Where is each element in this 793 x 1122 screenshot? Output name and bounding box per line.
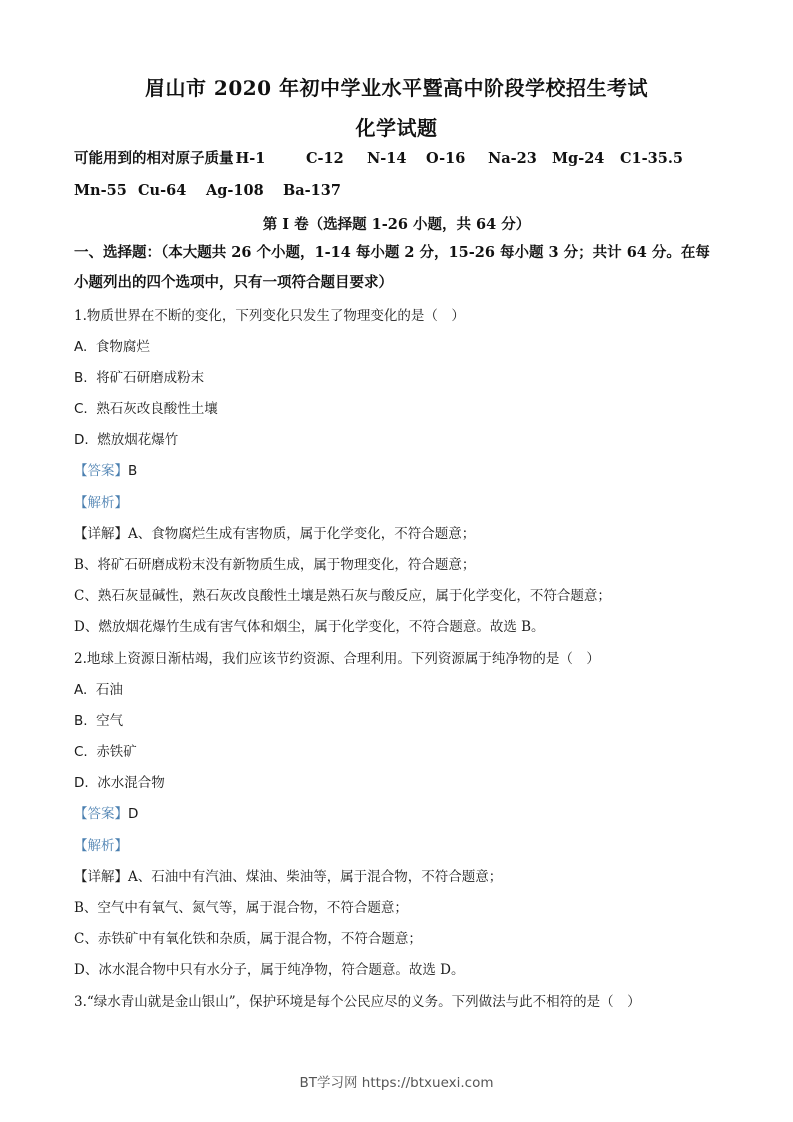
- option-text: 燃放烟花爆竹: [97, 432, 179, 448]
- atomic-mass-cu: Cu-64: [138, 182, 187, 199]
- analysis-label: 【解析】: [74, 838, 128, 854]
- question-1-explanation-c: C、熟石灰显碱性，熟石灰改良酸性土壤是熟石灰与酸反应，属于化学变化，不符合题意；: [74, 588, 611, 604]
- atomic-mass-mg: Mg-24: [552, 150, 605, 167]
- option-text: 冰水混合物: [97, 775, 165, 791]
- answer-value: B: [128, 463, 138, 479]
- option-text: 赤铁矿: [96, 744, 137, 760]
- question-1-option-d: [74, 431, 178, 449]
- footer-watermark: BT学习网 https://btxuexi.com: [299, 1075, 494, 1091]
- question-2-answer: [74, 805, 138, 823]
- question-2-analysis-label: [74, 837, 128, 855]
- exam-subtitle: 化学试题: [355, 116, 438, 140]
- atomic-mass-na: Na-23: [488, 150, 537, 167]
- explanation-text: A、食物腐烂生成有害物质，属于化学变化，不符合题意；: [128, 526, 476, 542]
- option-letter: D.: [74, 432, 89, 448]
- atomic-mass-o: O-16: [426, 150, 466, 167]
- option-text: 空气: [96, 713, 124, 729]
- question-1-explanation-d: D、燃放烟花爆竹生成有害气体和烟尘，属于化学变化，不符合题意。故选 B。: [74, 619, 545, 635]
- question-1-option-b: [74, 369, 204, 387]
- question-1-option-c: [74, 400, 218, 418]
- option-letter: C.: [74, 401, 88, 417]
- section-instructions-line-2: 小题列出的四个选项中，只有一项符合题目要求）: [74, 274, 393, 291]
- option-text: 将矿石研磨成粉末: [96, 370, 205, 386]
- question-3-stem: 3.“绿水青山就是金山银山”，保护环境是每个公民应尽的义务。下列做法与此不相符的是（ ）: [74, 994, 641, 1010]
- atomic-masses-label: 可能用到的相对原子质量: [74, 150, 234, 167]
- option-letter: B.: [74, 370, 88, 386]
- question-1-option-a: [74, 338, 150, 356]
- exam-title: 眉山市 2020 年初中学业水平暨高中阶段学校招生考试: [144, 76, 649, 100]
- analysis-label: 【解析】: [74, 495, 128, 511]
- atomic-mass-cl: C1-35.5: [620, 150, 683, 167]
- atomic-mass-h: H-1: [235, 150, 266, 167]
- question-1-explanation-a: [74, 525, 475, 543]
- question-2-explanation-c: C、赤铁矿中有氧化铁和杂质，属于混合物，不符合题意；: [74, 931, 422, 947]
- explanation-text: A、石油中有汽油、煤油、柴油等，属于混合物，不符合题意；: [128, 869, 503, 885]
- part-heading: 第 I 卷（选择题 1-26 小题，共 64 分）: [262, 216, 531, 233]
- question-2-option-b: [74, 712, 123, 730]
- atomic-mass-ba: Ba-137: [283, 182, 341, 199]
- question-1-answer: [74, 462, 137, 480]
- option-letter: D.: [74, 775, 89, 791]
- question-2-stem: 2.地球上资源日渐枯竭，我们应该节约资源、合理利用。下列资源属于纯净物的是（ ）: [74, 651, 600, 667]
- question-2-option-d: [74, 774, 165, 792]
- question-1-analysis-label: [74, 494, 128, 512]
- option-text: 熟石灰改良酸性土壤: [96, 401, 218, 417]
- option-text: 石油: [95, 682, 123, 698]
- option-letter: A.: [74, 682, 88, 698]
- question-2-option-a: [74, 681, 123, 699]
- atomic-mass-c: C-12: [306, 150, 344, 167]
- atomic-masses-row-2: [74, 182, 341, 200]
- option-letter: A.: [74, 339, 88, 355]
- question-2-explanation-a: [74, 868, 502, 886]
- detail-label: 【详解】: [74, 526, 128, 542]
- option-letter: B.: [74, 713, 88, 729]
- answer-label: 【答案】: [74, 463, 128, 479]
- atomic-mass-n: N-14: [367, 150, 407, 167]
- answer-value: D: [128, 806, 139, 822]
- section-instructions-line-1: 一、选择题：（本大题共 26 个小题，1-14 每小题 2 分，15-26 每小题 3 分；共计 64 分。在每: [74, 244, 710, 261]
- question-1-stem: 1.物质世界在不断的变化，下列变化只发生了物理变化的是（ ）: [74, 308, 465, 324]
- question-2-explanation-b: B、空气中有氧气、氮气等，属于混合物，不符合题意；: [74, 900, 408, 916]
- question-1-explanation-b: B、将矿石研磨成粉末没有新物质生成，属于物理变化，符合题意；: [74, 557, 476, 573]
- atomic-mass-mn: Mn-55: [74, 182, 127, 199]
- detail-label: 【详解】: [74, 869, 128, 885]
- option-text: 食物腐烂: [95, 339, 150, 355]
- question-2-option-c: [74, 743, 137, 761]
- question-2-explanation-d: D、冰水混合物中只有水分子，属于纯净物，符合题意。故选 D。: [74, 962, 465, 978]
- atomic-mass-ag: Ag-108: [206, 182, 264, 199]
- atomic-masses-row-1: [74, 150, 683, 168]
- option-letter: C.: [74, 744, 88, 760]
- answer-label: 【答案】: [74, 806, 128, 822]
